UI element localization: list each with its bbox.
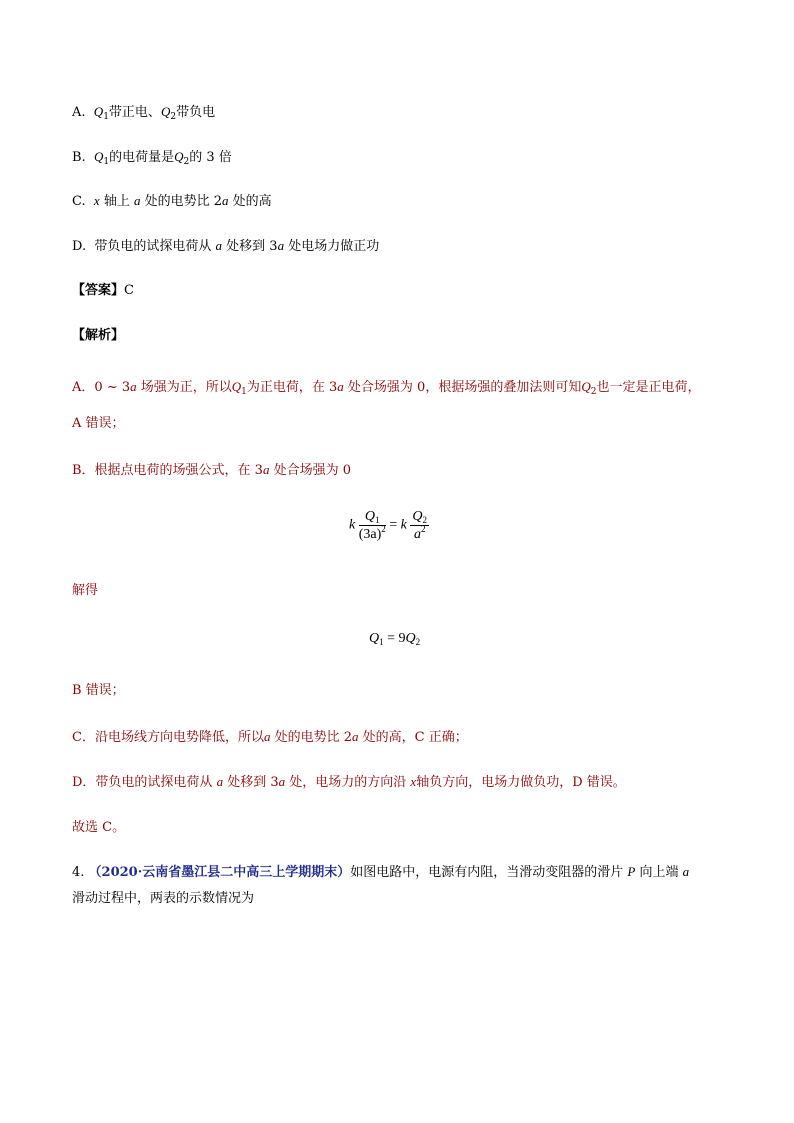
fraction-left: $\frac{Q_1}{(3a)^2}$ — [358, 509, 386, 542]
solve-label: 解得 — [72, 583, 99, 598]
question-4-line2: 滑动过程中，两表的示数情况为 — [72, 891, 255, 906]
solution-b-line1: B．根据点电荷的场强公式，在 3a 处合场强为 0 — [72, 462, 352, 478]
fraction-right: $\frac{Q_2}{a^2}$ — [412, 509, 428, 542]
solution-d-line: D．带负电的试探电荷从 a 处移到 3a 处，电场力的方向沿 x轴负方向，电场力做负功，D 错误。 — [72, 774, 626, 790]
answer-line — [72, 281, 134, 301]
answer-label: 【答案】 — [72, 283, 125, 298]
conclusion: 故选 C。 — [72, 820, 126, 835]
option-c: C. x 轴上 a 处的电势比 2a 处的高 — [72, 193, 272, 209]
option-a: A. $Q_1$带正电、$Q_2$带负电 — [72, 104, 216, 122]
analysis-label: 【解析】 — [72, 328, 125, 343]
equation-field-superposition: k $\frac{Q_1}{(3a)^2}$ = k $\frac{Q_2}{a^2}$ — [349, 509, 428, 542]
equation-result: $Q_1 = 9Q_2$ — [369, 631, 421, 647]
solution-a-line2: A 错误； — [72, 416, 125, 431]
question-4-line1: 4. （2020·云南省墨江县二中高三上学期期末）如图电路中，电源有内阻，当滑动变阻器的滑片 P 向上端 a — [72, 864, 690, 880]
charge-q2: Q — [160, 104, 171, 119]
solution-a-line1: A．0 ~ 3a 场强为正，所以$Q_1$为正电荷，在 3a 处合场强为 0，根据场强的叠加法则可知$Q_2$也一定是正电荷， — [72, 379, 701, 397]
charge-q1: Q — [93, 104, 104, 119]
option-d: D. 带负电的试探电荷从 a 处移到 3a 处电场力做正功 — [72, 238, 380, 254]
question-number: 4. — [72, 865, 85, 880]
solution-c-line: C．沿电场线方向电势降低，所以a 处的电势比 2a 处的高，C 正确； — [72, 729, 468, 745]
option-b: B. $Q_1$的电荷量是$Q_2$的 3 倍 — [72, 149, 232, 167]
question-source: （2020·云南省墨江县二中高三上学期期末） — [88, 865, 351, 880]
answer-value: C — [124, 283, 134, 298]
solution-b-line2: B 错误； — [72, 683, 125, 698]
